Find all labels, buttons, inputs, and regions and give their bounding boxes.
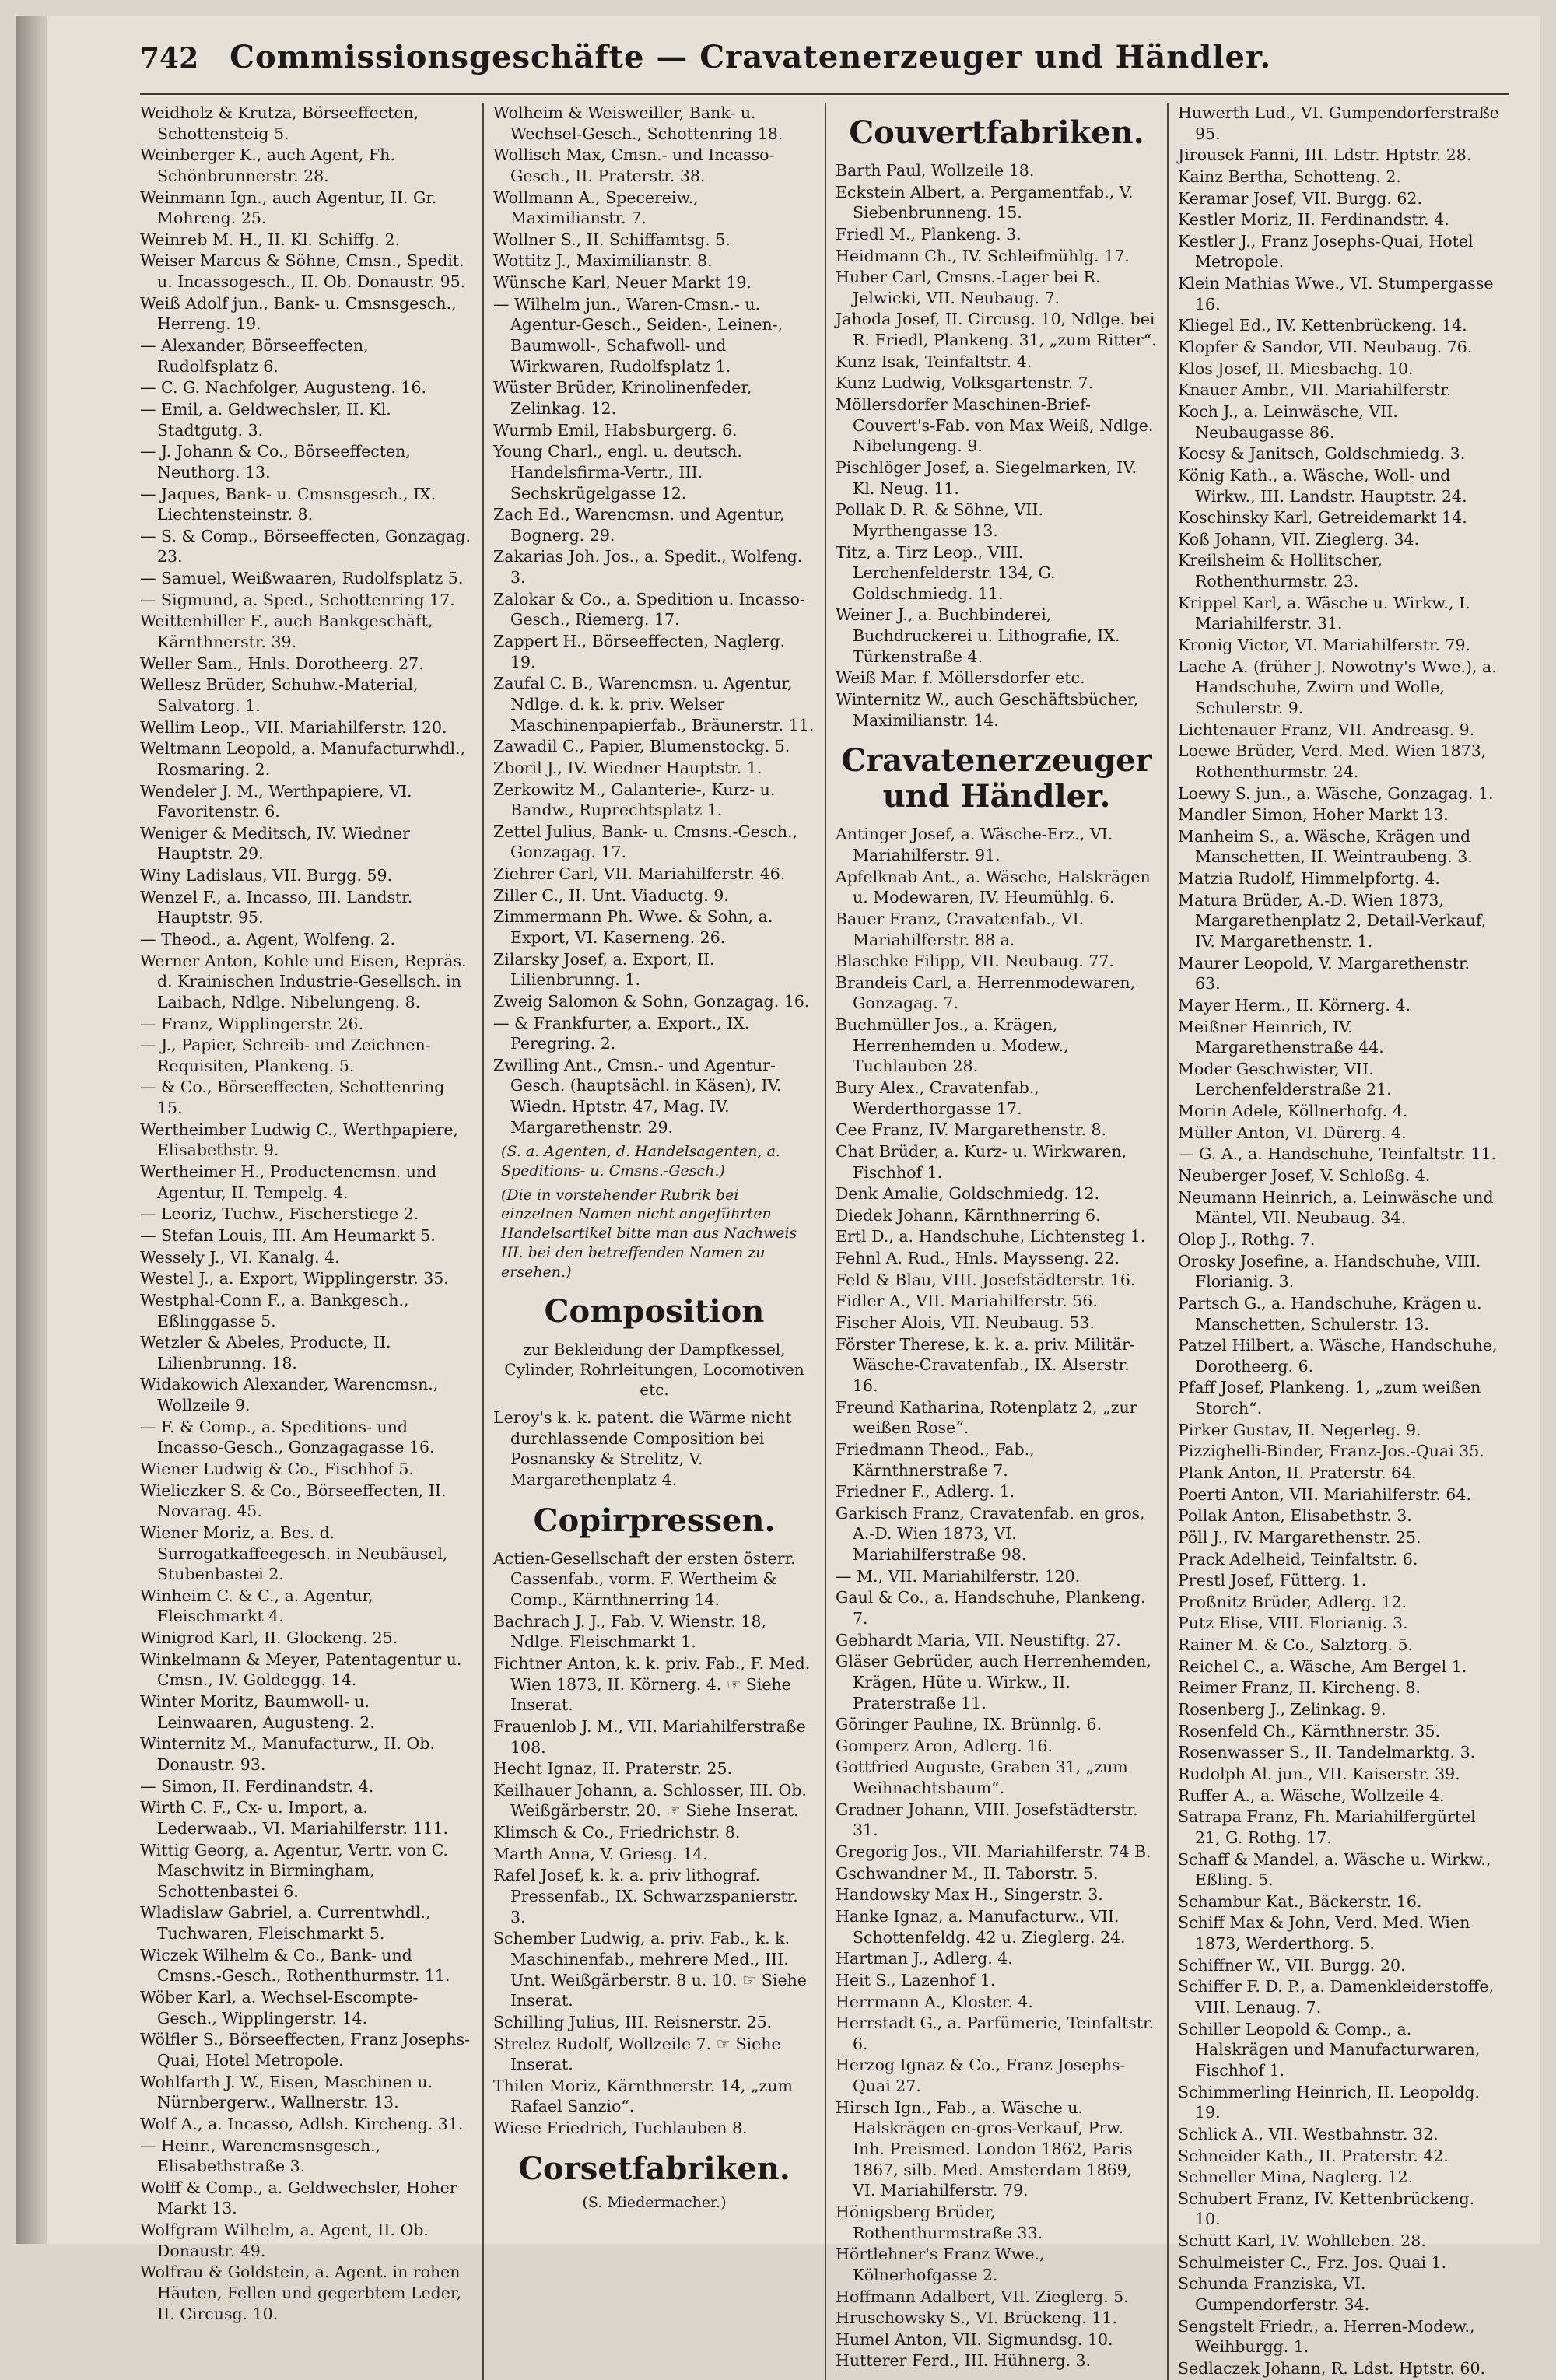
directory-entry: Mandler Simon, Hoher Markt 13. (1178, 805, 1449, 825)
column-2 (482, 103, 825, 2380)
page-number: 742 (140, 42, 199, 75)
directory-entry: Wüster Brüder, Krinolinenfeder, Zelinkag. 12. (493, 378, 752, 418)
directory-entry: — Sigmund, a. Sped., Schottenring 17. (140, 590, 455, 609)
directory-entry: Wolheim & Weisweiller, Bank- u. Wechsel-Gesch., Schottenring 18. (493, 103, 783, 143)
directory-entry: Actien-Gesellschaft der ersten österr. Cassenfab., vorm. F. Wertheim & Comp., Kärnthnerring 14. (493, 1548, 796, 1610)
directory-entry: Hartman J., Adlerg. 4. (836, 1949, 1013, 1968)
directory-entry: Weinberger K., auch Agent, Fh. Schönbrunnerstr. 28. (140, 145, 395, 185)
section-title-cravatenerzeuger: Cravatenerzeuger und Händler. (841, 742, 1152, 815)
directory-entry: Mayer Herm., II. Körnerg. 4. (1178, 995, 1411, 1015)
directory-entry: Winternitz W., auch Geschäftsbücher, Maximilianstr. 14. (836, 690, 1139, 730)
directory-entry: Zweig Salomon & Sohn, Gonzagag. 16. (493, 991, 810, 1011)
directory-entry: Denk Amalie, Goldschmiedg. 12. (836, 1184, 1100, 1204)
directory-entry: Weniger & Meditsch, IV. Wiedner Hauptstr. 29. (140, 823, 410, 864)
directory-entry: Klein Mathias Wwe., VI. Stumpergasse 16. (1178, 274, 1494, 314)
directory-entry: Wittig Georg, a. Agentur, Vertr. von C. Maschwitz in Birmingham, Schottenbastei 6. (140, 1840, 449, 1901)
directory-entry: — Alexander, Börseeffecten, Rudolfsplatz 6. (140, 336, 369, 376)
directory-entry: Wurmb Emil, Habsburgerg. 6. (493, 420, 738, 440)
directory-entry: Wölfler S., Börseeffecten, Franz Josephs-Quai, Hotel Metropole. (140, 2030, 471, 2070)
directory-entry: König Kath., a. Wäsche, Woll- und Wirkw., III. Landstr. Hauptstr. 24. (1178, 465, 1467, 506)
directory-entry: Zimmermann Ph. Wwe. & Sohn, a. Export, VI. Kaserneng. 26. (493, 907, 773, 947)
directory-entry: Garkisch Franz, Cravatenfab. en gros, A.-D. Wien 1873, VI. Mariahilferstraße 98. (836, 1503, 1145, 1565)
directory-entry: Zawadil C., Papier, Blumenstockg. 5. (493, 737, 790, 756)
columns (140, 103, 1509, 2378)
directory-entry: — Simon, II. Ferdinandstr. 4. (140, 1776, 374, 1796)
directory-entry: Gaul & Co., a. Handschuhe, Plankeng. 7. (836, 1588, 1146, 1628)
directory-entry: Frauenlob J. M., VII. Mariahilferstraße 108. (493, 1716, 806, 1757)
directory-entry: Wolfgram Wilhelm, a. Agent, II. Ob. Donaustr. 49. (140, 2221, 429, 2260)
directory-entry: Winheim C. & C., a. Agentur, Fleischmarkt 4. (140, 1586, 373, 1626)
directory-entry: Rosenfeld Ch., Kärnthnerstr. 35. (1178, 1721, 1441, 1740)
directory-entry: Eckstein Albert, a. Pergamentfab., V. Siebenbrunneng. 15. (836, 182, 1134, 223)
directory-entry: Gomperz Aron, Adlerg. 16. (836, 1736, 1053, 1755)
directory-entry: Schütt Karl, IV. Wohlleben. 28. (1178, 2231, 1426, 2251)
directory-entry: — Jaques, Bank- u. Cmsnsgesch., IX. Liechtensteinstr. 8. (140, 484, 436, 524)
directory-entry: — Samuel, Weißwaaren, Rudolfsplatz 5. (140, 569, 464, 588)
directory-entry: Barth Paul, Wollzeile 18. (836, 161, 1035, 180)
directory-entry: Kliegel Ed., IV. Kettenbrückeng. 14. (1178, 316, 1467, 335)
directory-entry: Winternitz M., Manufacturw., II. Ob. Donaustr. 93. (140, 1734, 435, 1774)
directory-entry: Jirousek Fanni, III. Ldstr. Hptstr. 28. (1178, 145, 1472, 165)
directory-entry: — Franz, Wipplingerstr. 26. (140, 1014, 364, 1033)
directory-entry: Bury Alex., Cravatenfab., Werderthorgasse 17. (836, 1078, 1039, 1118)
directory-entry: Sengstelt Friedr., a. Herren-Modew., Weihburgg. 1. (1178, 2316, 1475, 2357)
directory-entry: Göringer Pauline, IX. Brünnlg. 6. (836, 1715, 1102, 1734)
directory-entry: Handowsky Max H., Singerstr. 3. (836, 1885, 1103, 1905)
directory-entry: Maurer Leopold, V. Margarethenstr. 63. (1178, 953, 1470, 994)
directory-entry: Wellim Leop., VII. Mariahilferstr. 120. (140, 717, 447, 737)
directory-entry: Winy Ladislaus, VII. Burgg. 59. (140, 866, 393, 885)
directory-entry: Friedner F., Adlerg. 1. (836, 1482, 1015, 1502)
directory-entry: Kunz Ludwig, Volksgartenstr. 7. (836, 373, 1094, 393)
directory-entry: Feld & Blau, VIII. Josefstädterstr. 16. (836, 1270, 1136, 1289)
directory-entry: Wertheimer H., Productencmsn. und Agentur, II. Tempelg. 4. (140, 1162, 437, 1202)
directory-entry: Koß Johann, VII. Zieglerg. 34. (1178, 529, 1420, 549)
directory-entry: Pollak D. R. & Söhne, VII. Myrthengasse 13. (836, 500, 1044, 540)
directory-entry: Knauer Ambr., VII. Mariahilferstr. (1178, 380, 1452, 400)
directory-entry: Reichel C., a. Wäsche, Am Bergel 1. (1178, 1656, 1467, 1676)
directory-entry: Wiczek Wilhelm & Co., Bank- und Cmsns.-Gesch., Rothenthurmstr. 11. (140, 1945, 450, 1986)
directory-entry: Wiener Ludwig & Co., Fischhof 5. (140, 1460, 414, 1478)
directory-entry: Schubert Franz, IV. Kettenbrückeng. 10. (1178, 2189, 1475, 2229)
directory-entry: Poerti Anton, VII. Mariahilferstr. 64. (1178, 1484, 1471, 1504)
directory-entry: Zaufal C. B., Warencmsn. u. Agentur, Ndlge. d. k. k. priv. Welser Maschinenpapierfab., Bräunerstr. 11. (493, 674, 815, 734)
directory-entry: Humel Anton, VII. Sigmundsg. 10. (836, 2329, 1113, 2349)
directory-entry: — Emil, a. Geldwechsler, II. Kl. Stadtgutg. 3. (140, 399, 391, 440)
directory-entry: Koschinsky Karl, Getreidemarkt 14. (1178, 508, 1467, 528)
directory-entry: Schiller Leopold & Comp., a. Halskrägen und Manufacturwaren, Fischhof 1. (1178, 2019, 1481, 2080)
directory-entry: Lache A. (früher J. Nowotny's Wwe.), a. Handschuhe, Zwirn und Wolle, Schulerstr. 9. (1178, 657, 1497, 717)
directory-entry: Hönigsberg Brüder, Rothenthurmstraße 33. (836, 2202, 1043, 2242)
directory-entry: Zboril J., IV. Wiedner Hauptstr. 1. (493, 758, 762, 777)
column-3 (825, 103, 1167, 2380)
directory-entry: Proßnitz Brüder, Adlerg. 12. (1178, 1592, 1407, 1611)
directory-entry: Wellesz Brüder, Schuhw.-Material, Salvatorg. 1. (140, 675, 419, 715)
directory-entry: Friedmann Theod., Fab., Kärnthnerstraße 7. (836, 1439, 1035, 1480)
directory-entry: — Heinr., Warencmsnsgesch., Elisabethstraße 3. (140, 2136, 381, 2176)
directory-entry: Schiffer F. D. P., a. Damenkleiderstoffe, VIII. Lenaug. 7. (1178, 1977, 1495, 2017)
directory-entry: Schimmerling Heinrich, II. Leopoldg. 19. (1178, 2082, 1480, 2122)
directory-entry: Müller Anton, VI. Dürerg. 4. (1178, 1123, 1407, 1142)
directory-entry: Zettel Julius, Bank- u. Cmsns.-Gesch., Gonzagag. 17. (493, 822, 798, 862)
directory-entry: — M., VII. Mariahilferstr. 120. (836, 1566, 1081, 1586)
directory-entry: Wiese Friedrich, Tuchlauben 8. (493, 2119, 748, 2138)
directory-entry: Thilen Moriz, Kärnthnerstr. 14, „zum Rafael Sanzio“. (493, 2076, 793, 2116)
directory-entry: Pirker Gustav, II. Negerleg. 9. (1178, 1420, 1421, 1439)
section-title-copirpressen: Copirpressen. (533, 1502, 776, 1539)
directory-entry: Winigrod Karl, II. Glockeng. 25. (140, 1628, 398, 1648)
directory-entry: Kreilsheim & Hollitscher, Rothenthurmstr. 23. (1178, 551, 1383, 591)
directory-entry: Zerkowitz M., Galanterie-, Kurz- u. Bandw., Ruprechtsplatz 1. (493, 780, 776, 820)
page-binding-shadow (16, 16, 47, 2244)
directory-entry: Manheim S., a. Wäsche, Krägen und Manschetten, II. Weintraubeng. 3. (1178, 826, 1473, 867)
directory-entry: Lichtenauer Franz, VII. Andreasg. 9. (1178, 720, 1475, 739)
directory-entry: Schember Ludwig, a. priv. Fab., k. k. Maschinenfab., mehrere Med., III. Unt. Weißgärberstr. 8 u. 10. ☞ Siehe Inserat. (493, 1929, 807, 2010)
directory-entry: Reimer Franz, II. Kircheng. 8. (1178, 1678, 1421, 1698)
directory-entry: Rosenwasser S., II. Tandelmarktg. 3. (1178, 1743, 1476, 1762)
directory-entry: Titz, a. Tirz Leop., VIII. Lerchenfelderstr. 134, G. Goldschmiedg. 11. (836, 542, 1056, 603)
directory-entry: Weller Sam., Hnls. Dorotheerg. 27. (140, 654, 424, 673)
directory-entry: Schambur Kat., Bäckerstr. 16. (1178, 1891, 1422, 1911)
directory-entry: — Leoriz, Tuchw., Fischerstiege 2. (140, 1204, 419, 1224)
directory-entry: Wirth C. F., Cx- u. Import, a. Lederwaab., VI. Mariahilferstr. 111. (140, 1798, 449, 1838)
directory-entry: Pfaff Josef, Plankeng. 1, „zum weißen Storch“. (1178, 1378, 1481, 1418)
directory-entry: Schneider Kath., II. Praterstr. 42. (1178, 2146, 1449, 2165)
directory-entry: Ziehrer Carl, VII. Mariahilferstr. 46. (493, 864, 786, 884)
directory-entry: Kocsy & Janitsch, Goldschmiedg. 3. (1178, 444, 1466, 464)
directory-entry: Prestl Josef, Fütterg. 1. (1178, 1571, 1367, 1590)
directory-entry: Wertheimber Ludwig C., Werthpapiere, Elisabethstr. 9. (140, 1120, 459, 1160)
directory-entry: Blaschke Filipp, VII. Neubaug. 77. (836, 952, 1114, 971)
directory-entry: Schlick A., VII. Westbahnstr. 32. (1178, 2124, 1439, 2143)
directory-entry: — Theod., a. Agent, Wolfeng. 2. (140, 929, 396, 948)
directory-entry: — & Co., Börseeffecten, Schottenring 15. (140, 1078, 445, 1118)
section-description: zur Bekleidung der Dampfkessel, Cylinder, Rohrleitungen, Locomotiven etc. (504, 1340, 804, 1400)
note: (S. a. Agenten, d. Handelsagenten, a. Speditions- u. Cmsns.-Gesch.) (501, 1143, 780, 1180)
directory-entry: Weltmann Leopold, a. Manufacturwhdl., Rosmaring. 2. (140, 739, 466, 779)
directory-entry: — Wilhelm jun., Waren-Cmsn.- u. Agentur-Gesch., Seiden-, Leinen-, Baumwoll-, Schafwoll- und Wirkwaren, Rudolfsplatz 1. (493, 294, 783, 376)
section-crossref: (S. Miedermacher.) (582, 2193, 727, 2211)
directory-entry: Gradner Johann, VIII. Josefstädterstr. 31. (836, 1800, 1138, 1840)
directory-entry: Apfelknab Ant., a. Wäsche, Halskrägen u. Modewaren, IV. Heumühlg. 6. (836, 867, 1151, 907)
directory-entry: Schilling Julius, III. Reisnerstr. 25. (493, 2012, 773, 2031)
directory-entry: Patzel Hilbert, a. Wäsche, Handschuhe, Dorotheerg. 6. (1178, 1336, 1498, 1376)
directory-entry: Jahoda Josef, II. Circusg. 10, Ndlge. bei R. Friedl, Plankeng. 31, „zum Ritter“. (836, 310, 1157, 350)
directory-entry: Kestler J., Franz Josephs-Quai, Hotel Metropole. (1178, 231, 1474, 272)
directory-entry: Partsch G., a. Handschuhe, Krägen u. Manschetten, Schulerstr. 13. (1178, 1293, 1482, 1334)
directory-entry: Wollmann A., Specereiw., Maximilianstr. 7. (493, 188, 699, 228)
directory-entry: Loewy S. jun., a. Wäsche, Gonzagag. 1. (1178, 783, 1494, 803)
directory-entry: Wladislaw Gabriel, a. Currentwhdl., Tuchwaren, Fleischmarkt 5. (140, 1903, 431, 1944)
directory-entry: Ziller C., II. Unt. Viaductg. 9. (493, 885, 729, 905)
directory-entry: Herzog Ignaz & Co., Franz Josephs-Quai 27. (836, 2056, 1126, 2096)
directory-entry: Zach Ed., Warencmsn. und Agentur, Bognerg. 29. (493, 505, 785, 545)
directory-entry: — C. G. Nachfolger, Augusteng. 16. (140, 378, 427, 398)
directory-entry: Diedek Johann, Kärnthnerring 6. (836, 1205, 1101, 1225)
section-title-couvertfabriken: Couvertfabriken. (849, 114, 1144, 151)
directory-entry: Fichtner Anton, k. k. priv. Fab., F. Med. Wien 1873, II. Körnerg. 4. ☞ Siehe Inserat. (493, 1653, 811, 1715)
directory-entry: Wohlfarth J. W., Eisen, Maschinen u. Nürnbergerw., Wallnerstr. 13. (140, 2072, 433, 2112)
directory-entry: Schunda Franziska, VI. Gumpendorferstr. 34. (1178, 2274, 1370, 2314)
directory-entry: Keilhauer Johann, a. Schlosser, III. Ob. Weißgärberstr. 20. ☞ Siehe Inserat. (493, 1780, 807, 1821)
directory-entry: Wottitz J., Maximilianstr. 8. (493, 251, 713, 271)
directory-entry: Huwerth Lud., VI. Gumpendorferstraße 95. (1178, 103, 1499, 143)
directory-entry: Sedlaczek Johann, R. Ldst. Hptstr. 60. (1178, 2358, 1486, 2378)
directory-entry: Herrstadt G., a. Parfümerie, Teinfaltstr. 6. (836, 2014, 1155, 2053)
directory-entry: Fidler A., VII. Mariahilferstr. 56. (836, 1292, 1098, 1311)
note: (Die in vorstehender Rubrik bei einzelnen Namen nicht angeführten Handelsartikel bitte man aus Nachweis III. bei den betreffenden Namen zu ersehen.) (501, 1186, 797, 1281)
directory-entry: Fehnl A. Rud., Hnls. Maysseng. 22. (836, 1249, 1120, 1268)
directory-entry: Fischer Alois, VII. Neubaug. 53. (836, 1313, 1095, 1333)
column-1 (140, 103, 482, 2380)
directory-entry: Huber Carl, Cmsns.-Lager bei R. Jelwicki, VII. Neubaug. 7. (836, 268, 1101, 307)
directory-entry: Weiß Mar. f. Möllersdorfer etc. (836, 668, 1085, 688)
directory-entry: Hutterer Ferd., III. Hühnerg. 3. (836, 2351, 1092, 2371)
directory-entry: Marth Anna, V. Griesg. 14. (493, 1844, 708, 1863)
directory-entry: — J. Johann & Co., Börseeffecten, Neuthorg. 13. (140, 442, 411, 482)
directory-entry: Moder Geschwister, VII. Lerchenfelderstraße 21. (1178, 1059, 1392, 1099)
directory-entry: Kestler Moriz, II. Ferdinandstr. 4. (1178, 210, 1449, 230)
directory-entry: Weittenhiller F., auch Bankgeschäft, Kärnthnerstr. 39. (140, 612, 433, 652)
directory-entry: Ruffer A., a. Wäsche, Wollzeile 4. (1178, 1786, 1445, 1805)
column-4 (1167, 103, 1509, 2380)
directory-entry: Wetzler & Abeles, Producte, II. Lilienbrunng. 18. (140, 1333, 391, 1372)
directory-entry: Gschwandner M., II. Taborstr. 5. (836, 1863, 1099, 1883)
directory-entry: Winkelmann & Meyer, Patentagentur u. Cmsn., IV. Goldeggg. 14. (140, 1649, 462, 1690)
directory-entry: Koch J., a. Leinwäsche, VII. Neubaugasse 86. (1178, 401, 1398, 442)
directory-entry: Zwilling Ant., Cmsn.- und Agentur-Gesch. (hauptsächl. in Käsen), IV. Wiedn. Hptstr. 47, Mag. IV. Margarethenstr. 29. (493, 1055, 782, 1137)
directory-entry: Prack Adelheid, Teinfaltstr. 6. (1178, 1549, 1418, 1569)
directory-entry: Antinger Josef, a. Wäsche-Erz., VI. Mariahilferstr. 91. (836, 825, 1113, 864)
directory-entry: Hirsch Ign., Fab., a. Wäsche u. Halskrägen en-gros-Verkauf, Prw. Inh. Preismed. London 1862, Paris 1867, silb. Med. Amsterdam 1869, VI. Mariahilferstr. 79. (836, 2098, 1133, 2200)
directory-entry: Friedl M., Plankeng. 3. (836, 224, 1022, 244)
directory-entry: Brandeis Carl, a. Herrenmodewaren, Gonzagag. 7. (836, 973, 1136, 1013)
directory-entry: Orosky Josefine, a. Handschuhe, VIII. Florianig. 3. (1178, 1251, 1481, 1292)
directory-entry: — S. & Comp., Börseeffecten, Gonzagag. 23. (140, 526, 471, 566)
directory-entry: Werner Anton, Kohle und Eisen, Repräs. d. Krainischen Industrie-Gesellsch. in Laibach, Ndlge. Nibelungeng. 8. (140, 951, 467, 1011)
directory-entry: Young Charl., engl. u. deutsch. Handelsfirma-Vertr., III. Sechskrügelgasse 12. (493, 442, 742, 503)
section-title-corsetfabriken: Corsetfabriken. (518, 2150, 790, 2187)
directory-entry: Hörtlehner's Franz Wwe., Kölnerhofgasse 2. (836, 2245, 1045, 2284)
directory-entry: Zilarsky Josef, a. Export, II. Lilienbrunng. 1. (493, 949, 715, 990)
directory-entry: Weidholz & Krutza, Börseeffecten, Schottensteig 5. (140, 103, 419, 143)
directory-entry: Morin Adele, Köllnerhofg. 4. (1178, 1102, 1408, 1121)
directory-entry: Hanke Ignaz, a. Manufacturw., VII. Schottenfeldg. 42 u. Zieglerg. 24. (836, 1906, 1126, 1947)
page-title: Commissionsgeschäfte — Cravatenerzeuger und Händler. (230, 39, 1272, 75)
page-header (140, 39, 1509, 95)
directory-entry: Rainer M. & Co., Salztorg. 5. (1178, 1635, 1414, 1655)
directory-entry: Bachrach J. J., Fab. V. Wienstr. 18, Ndlge. Fleischmarkt 1. (493, 1611, 767, 1652)
directory-entry: Plank Anton, II. Praterstr. 64. (1178, 1463, 1417, 1482)
directory-entry: Cee Franz, IV. Margarethenstr. 8. (836, 1120, 1107, 1140)
directory-page (16, 16, 1540, 2378)
directory-entry: Herrmann A., Kloster. 4. (836, 1992, 1033, 2011)
directory-entry: Zakarias Joh. Jos., a. Spedit., Wolfeng. 3. (493, 547, 803, 587)
directory-entry: Matzia Rudolf, Himmelpfortg. 4. (1178, 869, 1440, 889)
directory-entry: — Stefan Louis, III. Am Heumarkt 5. (140, 1225, 436, 1245)
directory-entry: Pöll J., IV. Margarethenstr. 25. (1178, 1527, 1421, 1547)
directory-entry: Westphal-Conn F., a. Bankgesch., Eßlinggasse 5. (140, 1290, 409, 1330)
directory-entry: Winter Moritz, Baumwoll- u. Leinwaaren, Augusteng. 2. (140, 1692, 375, 1732)
directory-entry: Pischlöger Josef, a. Siegelmarken, IV. Kl. Neug. 11. (836, 457, 1137, 498)
directory-entry: Neumann Heinrich, a. Leinwäsche und Mäntel, VII. Neubaug. 34. (1178, 1187, 1494, 1228)
directory-entry: Klos Josef, II. Miesbachg. 10. (1178, 359, 1414, 378)
directory-entry: Wolff & Comp., a. Geldwechsler, Hoher Markt 13. (140, 2178, 457, 2218)
directory-entry: Klimsch & Co., Friedrichstr. 8. (493, 1823, 741, 1842)
directory-entry: Wolfrau & Goldstein, a. Agent. in rohen Häuten, Fellen und gegerbtem Leder, II. Circusg. 10. (140, 2263, 461, 2323)
directory-entry: Kunz Isak, Teinfaltstr. 4. (836, 352, 1032, 371)
directory-entry: Westel J., a. Export, Wipplingerstr. 35. (140, 1269, 449, 1288)
directory-entry: Widakowich Alexander, Warencmsn., Wollzeile 9. (140, 1375, 439, 1415)
directory-entry: Strelez Rudolf, Wollzeile 7. ☞ Siehe Inserat. (493, 2034, 781, 2074)
directory-entry: Pizzighelli-Binder, Franz-Jos.-Quai 35. (1178, 1442, 1484, 1461)
directory-entry: Wolf A., a. Incasso, Adlsh. Kircheng. 31. (140, 2114, 464, 2133)
directory-entry: Buchmüller Jos., a. Krägen, Herrenhemden u. Modew., Tuchlauben 28. (836, 1015, 1069, 1076)
directory-entry: Weiner J., a. Buchbinderei, Buchdruckerei u. Lithografie, IX. Türkenstraße 4. (836, 605, 1120, 666)
directory-entry: Wollner S., II. Schiffamtsg. 5. (493, 230, 731, 249)
directory-entry: Kronig Victor, VI. Mariahilferstr. 79. (1178, 636, 1470, 655)
directory-entry: Ertl D., a. Handschuhe, Lichtensteg 1. (836, 1227, 1146, 1246)
directory-entry: Wieliczker S. & Co., Börseeffecten, II. Novarag. 45. (140, 1481, 447, 1521)
directory-entry: Rafel Josef, k. k. a. priv lithograf. Pressenfab., IX. Schwarzspanierstr. 3. (493, 1866, 798, 1926)
directory-entry: Kainz Bertha, Schotteng. 2. (1178, 166, 1401, 186)
directory-entry: Schulmeister C., Frz. Jos. Quai 1. (1178, 2252, 1447, 2272)
directory-entry: Wünsche Karl, Neuer Markt 19. (493, 273, 752, 293)
directory-entry: Freund Katharina, Rotenplatz 2, „zur weißen Rose“. (836, 1397, 1137, 1438)
directory-entry: Pollak Anton, Elisabethstr. 3. (1178, 1506, 1412, 1526)
directory-entry: Chat Brüder, a. Kurz- u. Wirkwaren, Fischhof 1. (836, 1141, 1127, 1182)
directory-entry: Schneller Mina, Naglerg. 12. (1178, 2168, 1414, 2187)
directory-entry: Weiß Adolf jun., Bank- u. Cmsnsgesch., Herreng. 19. (140, 293, 457, 334)
directory-entry: Hoffmann Adalbert, VII. Zieglerg. 5. (836, 2287, 1129, 2306)
directory-entry: Gebhardt Maria, VII. Neustiftg. 27. (836, 1630, 1121, 1649)
directory-entry: Förster Therese, k. k. a. priv. Militär-Wäsche-Cravatenfab., IX. Alserstr. 16. (836, 1334, 1135, 1395)
directory-entry: Gregorig Jos., VII. Mariahilferstr. 74 B. (836, 1842, 1151, 1862)
directory-entry: Matura Brüder, A.-D. Wien 1873, Margarethenplatz 2, Detail-Verkauf, IV. Margarethenstr. 1. (1178, 890, 1487, 951)
directory-entry: Zalokar & Co., a. Spedition u. Incasso-Gesch., Riemerg. 17. (493, 589, 805, 629)
directory-entry: Schaff & Mandel, a. Wäsche u. Wirkw., Eßling. 5. (1178, 1849, 1491, 1890)
directory-entry: Hecht Ignaz, II. Praterstr. 25. (493, 1759, 733, 1779)
directory-entry: Hruschowsky S., VI. Brückeng. 11. (836, 2308, 1117, 2328)
directory-entry: Wiener Moriz, a. Bes. d. Surrogatkaffeegesch. in Neubäusel, Stubenbastei 2. (140, 1523, 448, 1584)
directory-entry: Putz Elise, VIII. Florianig. 3. (1178, 1614, 1408, 1633)
directory-entry: — F. & Comp., a. Speditions- und Incasso-Gesch., Gonzagagasse 16. (140, 1417, 435, 1457)
directory-entry: Gläser Gebrüder, auch Herrenhemden, Krägen, Hüte u. Wirkw., II. Praterstraße 11. (836, 1652, 1151, 1712)
directory-entry: Wollisch Max, Cmsn.- und Incasso-Gesch., II. Praterstr. 38. (493, 145, 775, 185)
directory-entry: Wenzel F., a. Incasso, III. Landstr. Hauptstr. 95. (140, 887, 413, 927)
directory-entry: Olop J., Rothg. 7. (1178, 1229, 1316, 1249)
directory-entry: Möllersdorfer Maschinen-Brief-Couvert's-Fab. von Max Weiß, Ndlge. Nibelungeng. 9. (836, 395, 1154, 456)
directory-entry: — & Frankfurter, a. Export., IX. Peregring. 2. (493, 1013, 750, 1053)
directory-entry: Schiff Max & John, Verd. Med. Wien 1873, Werderthorg. 5. (1178, 1913, 1470, 1954)
directory-entry: Heit S., Lazenhof 1. (836, 1970, 996, 1989)
directory-entry: Klopfer & Sandor, VII. Neubaug. 76. (1178, 338, 1473, 357)
directory-entry: Keramar Josef, VII. Burgg. 62. (1178, 188, 1422, 208)
directory-entry: Schiffner W., VII. Burgg. 20. (1178, 1955, 1406, 1975)
directory-entry: Gottfried Auguste, Graben 31, „zum Weihnachtsbaum“. (836, 1758, 1128, 1798)
directory-entry: Wessely J., VI. Kanalg. 4. (140, 1247, 340, 1267)
directory-entry: Neuberger Josef, V. Schloßg. 4. (1178, 1166, 1431, 1186)
directory-entry: Meißner Heinrich, IV. Margarethenstraße 44. (1178, 1017, 1384, 1057)
directory-entry: Loewe Brüder, Verd. Med. Wien 1873, Rothenthurmstr. 24. (1178, 741, 1487, 781)
directory-entry: Heidmann Ch., IV. Schleifmühlg. 17. (836, 246, 1130, 265)
directory-entry: Leroy's k. k. patent. die Wärme nicht durchlassende Composition bei Posnansky & Strelitz, V. Margarethenplatz 4. (493, 1408, 792, 1490)
directory-entry: Zappert H., Börseeffecten, Naglerg. 19. (493, 632, 786, 671)
directory-entry: Rudolph Al. jun., VII. Kaiserstr. 39. (1178, 1764, 1460, 1783)
directory-entry: Wöber Karl, a. Wechsel-Escompte-Gesch., Wipplingerstr. 14. (140, 1988, 419, 2028)
directory-entry: Bauer Franz, Cravatenfab., VI. Mariahilferstr. 88 a. (836, 909, 1085, 949)
directory-entry: Krippel Karl, a. Wäsche u. Wirkw., I. Mariahilferstr. 31. (1178, 593, 1470, 633)
directory-entry: Weinreb M. H., II. Kl. Schiffg. 2. (140, 230, 401, 249)
directory-entry: Wendeler J. M., Werthpapiere, VI. Favoritenstr. 6. (140, 781, 412, 822)
directory-entry: Rosenberg J., Zelinkag. 9. (1178, 1700, 1386, 1719)
directory-entry: Satrapa Franz, Fh. Mariahilfergürtel 21, G. Rothg. 17. (1178, 1807, 1476, 1847)
section-title-composition: Composition (544, 1293, 765, 1330)
directory-entry: — G. A., a. Handschuhe, Teinfaltstr. 11. (1178, 1144, 1497, 1164)
directory-entry: Weinmann Ign., auch Agentur, II. Gr. Mohreng. 25. (140, 188, 437, 228)
directory-entry: — J., Papier, Schreib- und Zeichnen-Requisiten, Plankeng. 5. (140, 1036, 431, 1075)
directory-entry: Weiser Marcus & Söhne, Cmsn., Spedit. u. Incassogesch., II. Ob. Donaustr. 95. (140, 251, 466, 292)
